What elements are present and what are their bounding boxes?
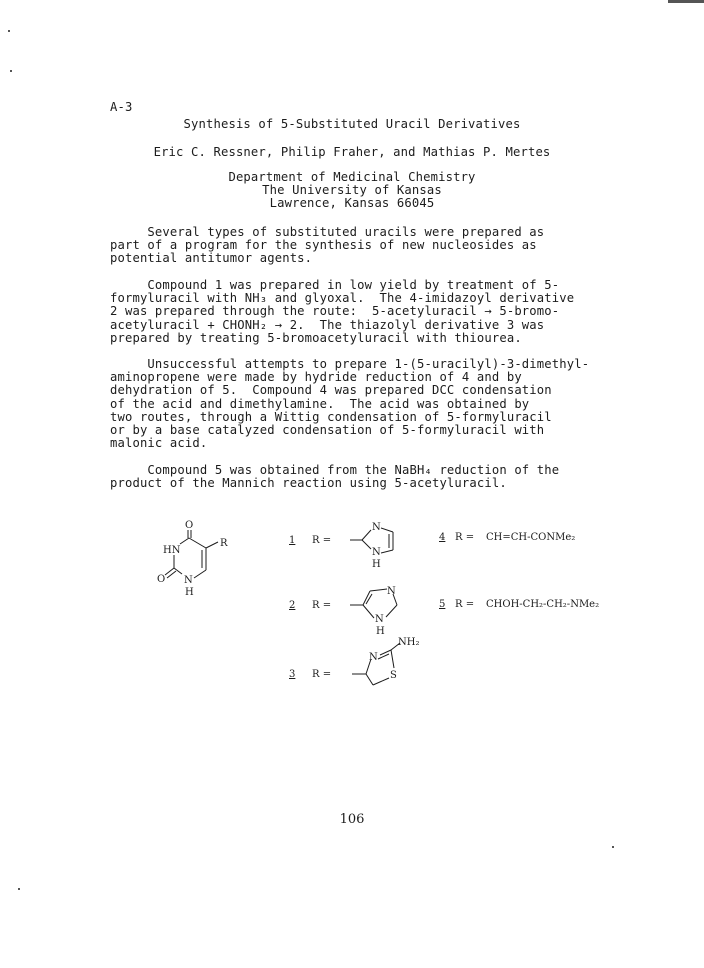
compound-2-ring-h: H bbox=[376, 626, 385, 637]
page-number: 106 bbox=[339, 812, 365, 827]
compound-5-formula: CHOH-CH₂-CH₂-NMe₂ bbox=[486, 599, 600, 610]
affiliation-line-2: The University of Kansas bbox=[262, 183, 442, 197]
uracil-o-top: O bbox=[185, 520, 194, 531]
text-line: acetyluracil + CHONH₂ → 2. The thiazolyl derivative 3 was bbox=[110, 317, 545, 332]
affiliation-line-1: Department of Medicinal Chemistry bbox=[228, 170, 476, 184]
compound-4-formula: CH=CH-CONMe₂ bbox=[486, 532, 576, 543]
uracil-hn: HN bbox=[163, 545, 181, 556]
text-line: malonic acid. bbox=[110, 436, 208, 451]
compound-2-equals: R = bbox=[312, 600, 332, 611]
compound-1-ring-h: H bbox=[372, 559, 381, 570]
text-line: potential antitumor agents. bbox=[110, 251, 313, 266]
paper-title: Synthesis of 5-Substituted Uracil Derivatives bbox=[183, 117, 521, 131]
compound-3-ring-n: N bbox=[369, 652, 378, 663]
compound-1-equals: R = bbox=[312, 535, 332, 546]
text-line: aminopropene were made by hydride reduction of 4 and by bbox=[110, 370, 522, 385]
text-line: of the acid and dimethylamine. The acid was obtained by bbox=[110, 396, 530, 411]
compound-3-equals: R = bbox=[312, 669, 332, 680]
affiliation-line-3: Lawrence, Kansas 66045 bbox=[269, 196, 435, 210]
text-line: or by a base catalyzed condensation of 5-formyluracil with bbox=[110, 423, 545, 438]
text-line: Compound 5 was obtained from the NaBH₄ reduction of the bbox=[110, 463, 560, 477]
uracil-h: H bbox=[185, 587, 194, 598]
text-line: Several types of substituted uracils were prepared as bbox=[110, 225, 545, 239]
section-code: A-3 bbox=[110, 100, 133, 114]
compound-5-number: 5 bbox=[439, 599, 446, 610]
compound-2-number: 2 bbox=[289, 600, 296, 611]
text-line: Compound 1 was prepared in low yield by treatment of 5- bbox=[110, 278, 560, 292]
text-line: formyluracil with NH₃ and glyoxal. The 4-imidazoyl derivative bbox=[110, 291, 575, 306]
compound-3-number: 3 bbox=[289, 669, 296, 680]
text-line: Unsuccessful attempts to prepare 1-(5-uracilyl)-3-dimethyl- bbox=[110, 357, 590, 371]
compound-3-nh2: NH₂ bbox=[398, 637, 420, 648]
text-line: 2 was prepared through the route: 5-acetyluracil → 5-bromo- bbox=[110, 304, 560, 319]
compound-3-ring-s: S bbox=[390, 670, 397, 681]
author-list: Eric C. Ressner, Philip Fraher, and Mathias P. Mertes bbox=[153, 145, 551, 159]
compound-5-equals: R = bbox=[455, 599, 475, 610]
compound-4-equals: R = bbox=[455, 532, 475, 543]
text-line: two routes, through a Wittig condensation of 5-formyluracil bbox=[110, 409, 552, 424]
text-line: prepared by treating 5-bromoacetyluracil with thiourea. bbox=[110, 330, 522, 345]
compound-1-number: 1 bbox=[289, 535, 296, 546]
text-line: dehydration of 5. Compound 4 was prepared DCC condensation bbox=[110, 383, 552, 398]
compound-2-ring-n-bottom: N bbox=[375, 614, 384, 625]
text-line: part of a program for the synthesis of new nucleosides as bbox=[110, 238, 537, 253]
uracil-n: N bbox=[184, 575, 193, 586]
compound-1-ring-n-bottom: N bbox=[372, 547, 381, 558]
uracil-r: R bbox=[220, 538, 228, 549]
text-line: product of the Mannich reaction using 5-acetyluracil. bbox=[110, 476, 507, 491]
uracil-o-left: O bbox=[157, 574, 166, 585]
compound-4-number: 4 bbox=[439, 532, 446, 543]
compound-2-ring-n-top: N bbox=[387, 586, 396, 597]
compound-1-ring-n-top: N bbox=[372, 522, 381, 533]
